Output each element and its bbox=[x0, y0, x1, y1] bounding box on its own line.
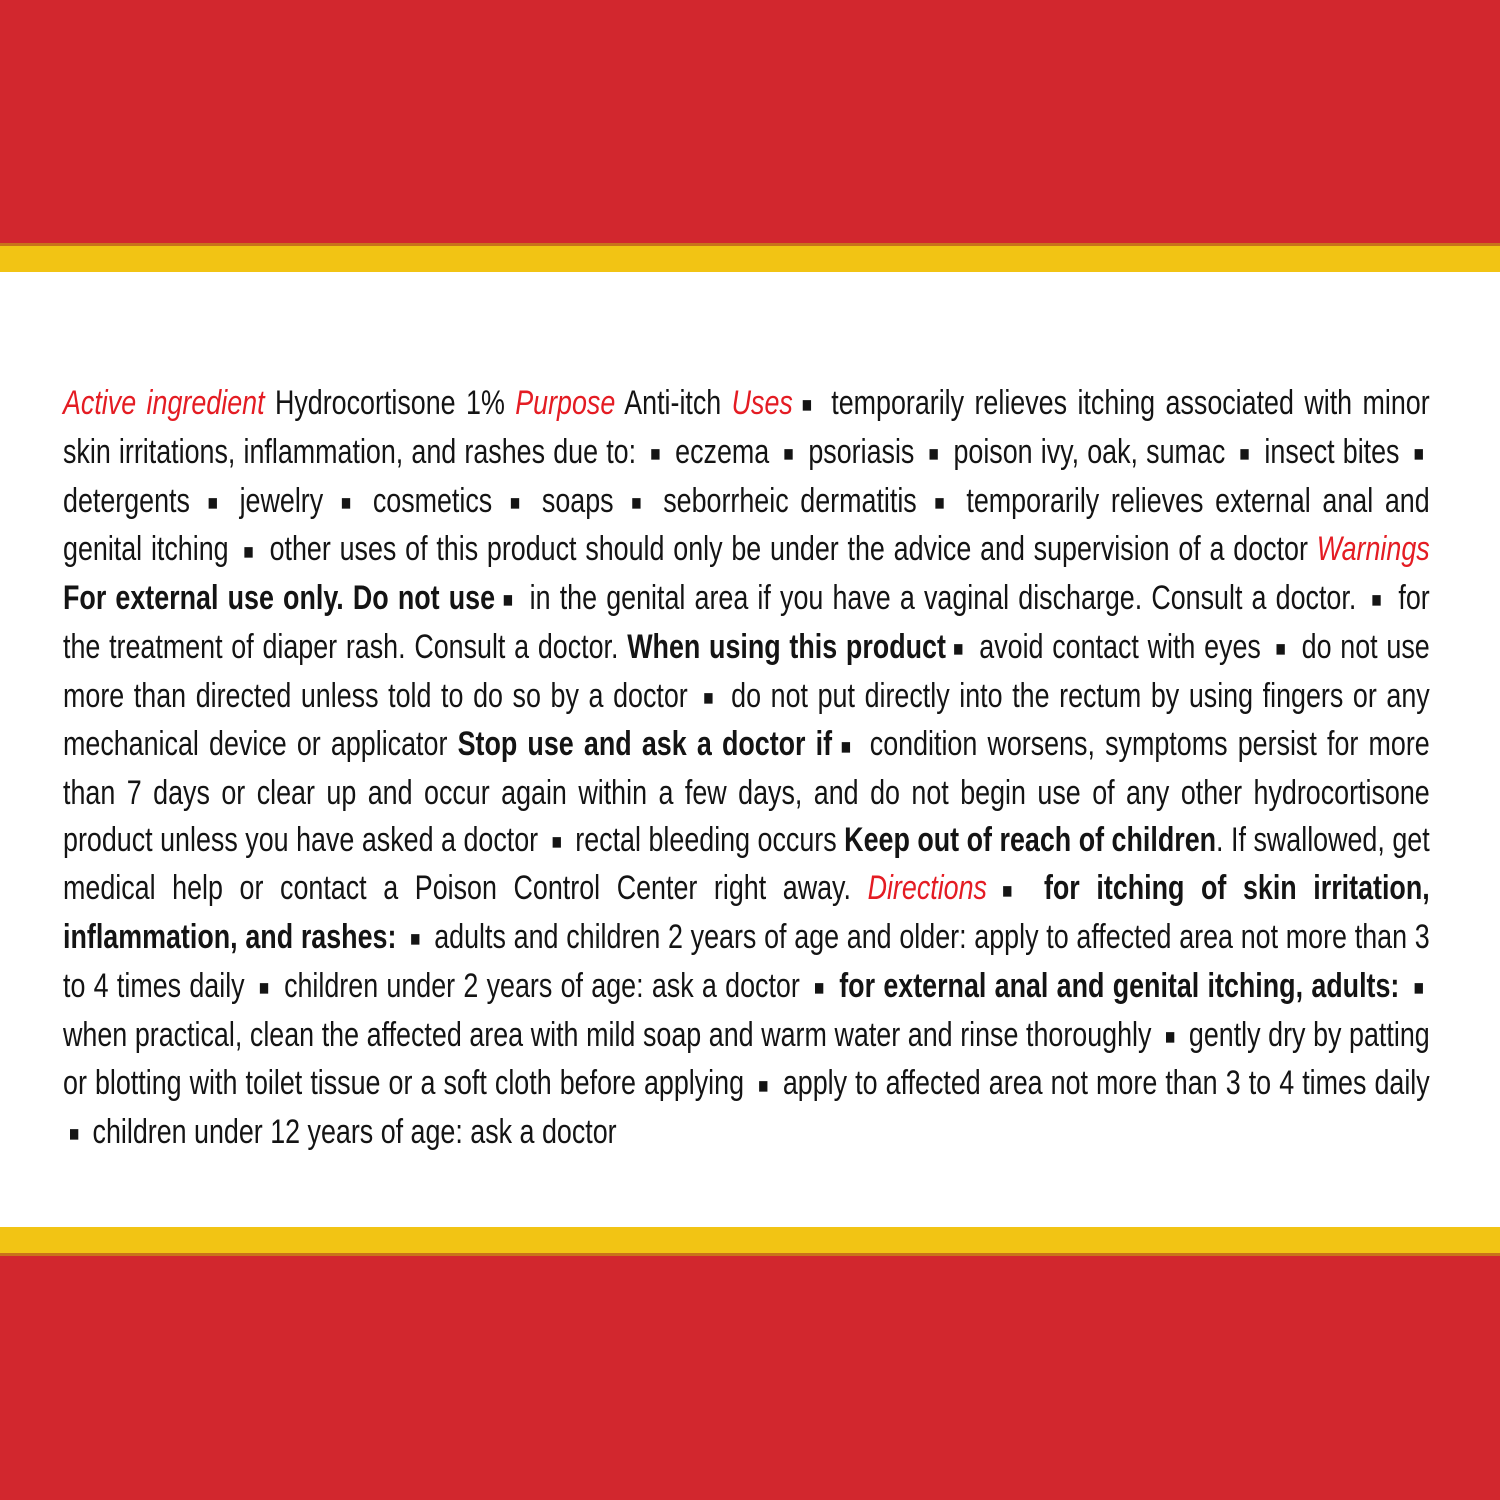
bullet-square-icon: ■ bbox=[1371, 587, 1384, 613]
bullet-square-icon: ■ bbox=[650, 441, 662, 467]
bullet-square-icon: ■ bbox=[1413, 975, 1424, 1001]
body-text-run: adults and children 2 years of age and older: apply to affected area not more than 3 to 4 times daily bbox=[63, 918, 1430, 1005]
bullet-square-icon: ■ bbox=[631, 489, 646, 515]
body-text-run: do not use more than directed unless told to do so by a doctor bbox=[63, 627, 1430, 715]
bullet-square-icon: ■ bbox=[783, 441, 795, 467]
bullet-square-icon: ■ bbox=[757, 1072, 769, 1098]
bullet-square-icon: ■ bbox=[1413, 441, 1424, 467]
body-text-run: temporarily relieves external anal and genital itching bbox=[63, 481, 1430, 569]
body-text-run: For external use only. Do not use bbox=[63, 579, 496, 618]
bullet-square-icon: ■ bbox=[243, 538, 255, 564]
body-text-run: Anti-itch bbox=[615, 384, 732, 422]
body-text-run: apply to affected area not more than 3 to 4 times daily bbox=[774, 1064, 1430, 1103]
body-text-run: condition worsens, symptoms persist for more than 7 days or clear up and occur again within a few days, and do not begin use of any other hydrocortisone product unless you have asked a doctor bbox=[63, 725, 1430, 859]
bullet-square-icon: ■ bbox=[258, 975, 270, 1001]
body-text-run: psoriasis bbox=[800, 432, 923, 471]
bullet-square-icon: ■ bbox=[207, 489, 223, 515]
heading-purpose: Purpose bbox=[515, 384, 616, 422]
top-red-band bbox=[0, 0, 1500, 243]
drug-facts-text bbox=[63, 380, 1430, 1158]
heading-warnings: Warnings bbox=[1316, 530, 1430, 569]
body-text-run: soaps bbox=[530, 481, 626, 520]
body-text-run: Stop use and ask a doctor if bbox=[457, 725, 833, 764]
body-text-run: avoid contact with eyes bbox=[970, 627, 1270, 666]
bottom-red-band bbox=[0, 1256, 1500, 1500]
body-text-run: do not put directly into the rectum by using fingers or any mechanical device or applicator bbox=[63, 676, 1430, 764]
body-text-run: When using this product bbox=[627, 627, 946, 666]
body-text-run: detergents bbox=[63, 481, 202, 520]
bullet-square-icon: ■ bbox=[68, 1121, 80, 1147]
body-text-run: temporarily relieves itching associated with minor skin irritations, inflammation, and rashes due to: bbox=[63, 384, 1430, 471]
body-text-run: in the genital area if you have a vaginal discharge. Consult a doctor. bbox=[520, 579, 1366, 618]
body-text-run: for itching of skin irritation, inflammation, and rashes: bbox=[63, 869, 1430, 957]
body-text-run: gently dry by patting or blotting with toilet tissue or a soft cloth before applying bbox=[63, 1015, 1430, 1103]
body-text-run: rectal bleeding occurs bbox=[567, 820, 845, 859]
bullet-square-icon: ■ bbox=[500, 587, 515, 613]
bullet-square-icon: ■ bbox=[951, 636, 965, 662]
bullet-square-icon: ■ bbox=[928, 441, 940, 467]
bullet-square-icon: ■ bbox=[409, 926, 421, 952]
body-text-run: . If swallowed, get medical help or contact a Poison Control Center right away. bbox=[63, 820, 1430, 908]
drug-facts-panel bbox=[0, 272, 1500, 1227]
body-text-run: jewelry bbox=[227, 481, 335, 520]
bullet-square-icon: ■ bbox=[509, 489, 525, 515]
body-text-run: for the treatment of diaper rash. Consult a doctor. bbox=[63, 579, 1430, 666]
heading-uses: Uses bbox=[731, 384, 793, 422]
top-yellow-stripe bbox=[0, 243, 1500, 272]
bullet-square-icon: ■ bbox=[934, 489, 949, 515]
body-text-run: eczema bbox=[667, 432, 778, 471]
bullet-square-icon: ■ bbox=[703, 684, 716, 710]
body-text-run: insect bites bbox=[1256, 432, 1408, 471]
bullet-square-icon: ■ bbox=[1164, 1023, 1176, 1049]
heading-directions: Directions bbox=[867, 869, 987, 908]
bottom-yellow-stripe bbox=[0, 1227, 1500, 1256]
body-text-run: other uses of this product should only be under the advice and supervision of a doctor bbox=[260, 530, 1317, 569]
bullet-square-icon: ■ bbox=[1239, 441, 1251, 467]
body-text-run: children under 2 years of age: ask a doctor bbox=[275, 966, 809, 1005]
bullet-square-icon: ■ bbox=[1275, 636, 1288, 662]
body-text-run: when practical, clean the affected area with mild soap and warm water and rinse thoroughly bbox=[63, 1015, 1160, 1054]
bullet-square-icon: ■ bbox=[340, 489, 356, 515]
body-text-run: cosmetics bbox=[361, 481, 504, 520]
body-text-run: children under 12 years of age: ask a doctor bbox=[85, 1113, 617, 1152]
bullet-square-icon: ■ bbox=[992, 877, 1022, 903]
body-text-run: Hydrocortisone 1% bbox=[264, 384, 516, 422]
body-text-run: seborrheic dermatitis bbox=[651, 481, 929, 520]
bullet-square-icon: ■ bbox=[837, 733, 854, 759]
body-text-run: for external anal and genital itching, adults: bbox=[830, 966, 1408, 1005]
bullet-square-icon: ■ bbox=[551, 828, 562, 854]
body-text-run: poison ivy, oak, sumac bbox=[945, 432, 1234, 471]
bullet-square-icon: ■ bbox=[813, 975, 826, 1001]
body-text-run: Keep out of reach of children bbox=[844, 820, 1217, 859]
heading-active-ingredient: Active ingredient bbox=[63, 384, 265, 422]
bullet-square-icon: ■ bbox=[798, 392, 815, 418]
